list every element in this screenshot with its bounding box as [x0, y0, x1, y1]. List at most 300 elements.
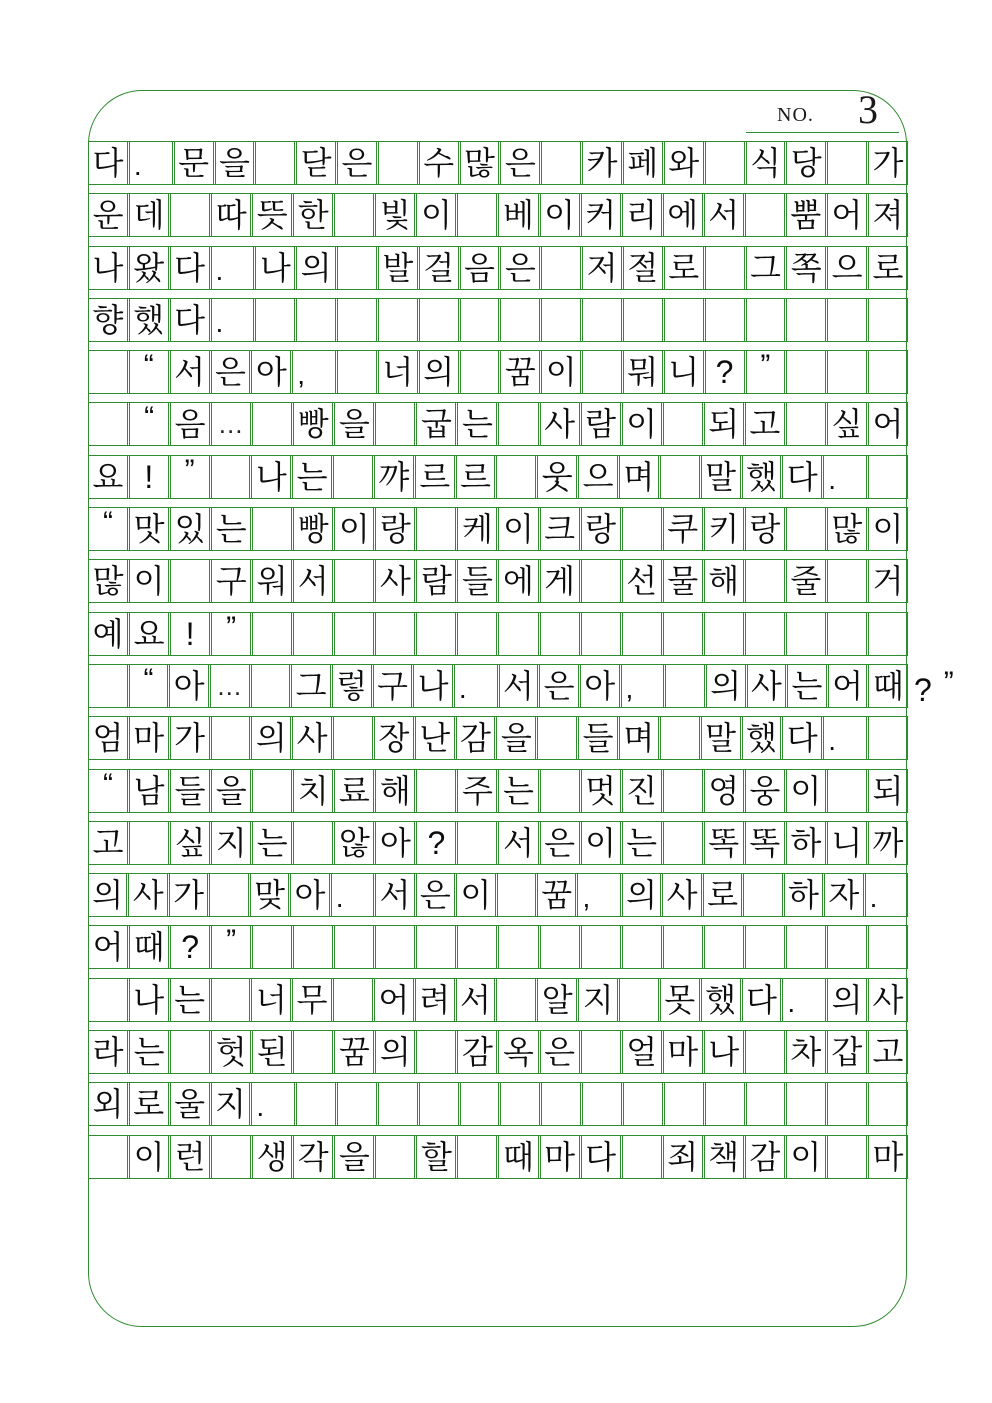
- grid-cell: 은: [540, 822, 580, 864]
- manuscript-row: [88, 455, 908, 499]
- grid-cell: [457, 613, 497, 655]
- grid-cell: 말: [701, 456, 741, 498]
- manuscript-row: [88, 716, 908, 760]
- grid-cell: 죄: [663, 1136, 703, 1178]
- manuscript-row: [88, 664, 908, 708]
- grid-cell: 렇: [332, 665, 372, 707]
- grid-cell: …: [211, 403, 251, 445]
- grid-cell: [537, 717, 577, 759]
- grid-cell: 각: [293, 1136, 333, 1178]
- grid-cell: 했: [742, 717, 782, 759]
- grid-cell: [252, 926, 292, 968]
- grid-cell: [581, 613, 621, 655]
- grid-cell: [252, 613, 292, 655]
- grid-cell: [582, 1083, 622, 1125]
- grid-cell: ”: [170, 456, 210, 498]
- grid-cell: 줄: [786, 560, 826, 602]
- grid-cell: [460, 1083, 500, 1125]
- grid-cell: 해: [375, 770, 415, 812]
- manuscript-row: [88, 769, 908, 813]
- grid-cell: 람: [581, 403, 621, 445]
- grid-cell: [541, 1083, 581, 1125]
- grid-cell: 이: [129, 560, 169, 602]
- grid-cell: [705, 142, 745, 184]
- grid-cell: 해: [704, 560, 744, 602]
- grid-cell: 어: [868, 403, 908, 445]
- grid-cell: 라: [88, 1031, 128, 1073]
- grid-cell: [88, 665, 128, 707]
- grid-cell: 에: [498, 560, 538, 602]
- grid-cell: [540, 926, 580, 968]
- grid-cell: .: [129, 142, 173, 184]
- grid-cell: [416, 1031, 456, 1073]
- grid-cell: 했: [742, 456, 782, 498]
- grid-cell: “: [88, 770, 128, 812]
- grid-cell: 선: [622, 560, 662, 602]
- grid-cell: [665, 665, 705, 707]
- grid-cell: 외: [88, 1083, 128, 1125]
- grid-cell: 로: [703, 874, 742, 916]
- grid-cell: 로: [868, 247, 908, 289]
- grid-cell: 마: [663, 1031, 703, 1073]
- grid-cell: 못: [660, 979, 700, 1021]
- grid-cell: [498, 613, 538, 655]
- grid-cell: 갑: [827, 1031, 867, 1073]
- grid-cell: 이: [498, 508, 538, 550]
- grid-cell: [663, 403, 703, 445]
- grid-cell: 때: [129, 926, 169, 968]
- manuscript-grid: [88, 141, 908, 1187]
- grid-cell: 예: [88, 613, 128, 655]
- grid-cell: 어: [827, 194, 867, 236]
- grid-cell: 리: [622, 194, 662, 236]
- grid-cell: [663, 613, 703, 655]
- grid-cell: 랑: [581, 508, 621, 550]
- grid-cell: 의: [88, 874, 127, 916]
- grid-cell: [786, 613, 826, 655]
- grid-cell: …: [210, 665, 250, 707]
- grid-cell: ”: [746, 351, 786, 393]
- grid-cell: 카: [582, 142, 622, 184]
- grid-cell: 얼: [622, 1031, 662, 1073]
- grid-cell: 지: [578, 979, 618, 1021]
- grid-cell: 이: [581, 822, 621, 864]
- grid-cell: 맛: [129, 508, 169, 550]
- grid-cell: [541, 142, 581, 184]
- grid-cell: [293, 613, 333, 655]
- grid-cell: [293, 1031, 333, 1073]
- grid-cell: 엄: [88, 717, 128, 759]
- grid-cell: [582, 351, 622, 393]
- grid-cell: [498, 403, 538, 445]
- grid-cell: 져: [868, 194, 908, 236]
- grid-cell: [705, 299, 745, 341]
- grid-cell: 싶: [170, 822, 210, 864]
- grid-cell: 물: [663, 560, 703, 602]
- grid-cell: 서: [375, 874, 414, 916]
- grid-cell: 가: [868, 142, 908, 184]
- grid-cell: 차: [786, 1031, 826, 1073]
- grid-cell: 이: [541, 351, 581, 393]
- grid-cell: [868, 299, 908, 341]
- grid-cell: 랑: [745, 508, 785, 550]
- grid-cell: ”: [211, 926, 251, 968]
- grid-cell: [170, 194, 210, 236]
- grid-cell: [622, 508, 662, 550]
- grid-cell: [827, 926, 867, 968]
- grid-cell: 게: [540, 560, 580, 602]
- grid-cell: 을: [334, 1136, 374, 1178]
- grid-cell: [582, 299, 622, 341]
- grid-cell: 닫: [296, 142, 336, 184]
- grid-cell: [786, 508, 826, 550]
- grid-cell: .: [823, 456, 867, 498]
- grid-cell: [170, 560, 210, 602]
- grid-cell: [457, 1136, 497, 1178]
- grid-cell: [500, 299, 540, 341]
- grid-cell: [540, 613, 580, 655]
- grid-cell: “: [129, 351, 169, 393]
- grid-cell: .: [211, 299, 255, 341]
- manuscript-row: [88, 1135, 908, 1179]
- grid-cell: 는: [252, 822, 292, 864]
- grid-cell: ,: [292, 351, 336, 393]
- grid-cell: 옥: [498, 1031, 538, 1073]
- grid-cell: [827, 351, 867, 393]
- grid-cell: 어: [828, 665, 868, 707]
- grid-cell: 니: [827, 822, 867, 864]
- grid-cell: [460, 351, 500, 393]
- grid-cell: [251, 665, 291, 707]
- grid-cell: [129, 822, 169, 864]
- grid-cell: 식: [746, 142, 786, 184]
- grid-cell: 의: [827, 979, 867, 1021]
- grid-cell: 나: [704, 1031, 744, 1073]
- grid-cell: [745, 926, 785, 968]
- grid-cell: 의: [622, 874, 661, 916]
- grid-cell: [664, 299, 704, 341]
- grid-cell: [252, 508, 292, 550]
- grid-cell: [746, 299, 786, 341]
- grid-cell: [333, 979, 373, 1021]
- no-label: NO.: [777, 104, 814, 126]
- grid-cell: [333, 456, 373, 498]
- grid-cell: 많: [88, 560, 128, 602]
- grid-cell: 의: [251, 717, 291, 759]
- grid-cell: 뜻: [252, 194, 292, 236]
- grid-cell: 서: [499, 665, 539, 707]
- grid-cell: [88, 979, 128, 1021]
- grid-cell: 마: [540, 1136, 580, 1178]
- manuscript-row: [88, 507, 908, 551]
- grid-cell: [378, 1083, 418, 1125]
- grid-cell: 너: [251, 979, 291, 1021]
- grid-cell: [623, 1083, 663, 1125]
- grid-cell: [868, 1083, 908, 1125]
- grid-cell: [827, 613, 867, 655]
- grid-cell: 않: [334, 822, 374, 864]
- grid-cell: 와: [664, 142, 704, 184]
- grid-cell: [88, 1136, 128, 1178]
- grid-cell: 다: [88, 142, 128, 184]
- manuscript-row: [88, 821, 908, 865]
- grid-cell: 사: [868, 979, 908, 1021]
- grid-cell: 굽: [416, 403, 456, 445]
- grid-cell: 의: [419, 351, 459, 393]
- grid-cell: [296, 299, 336, 341]
- grid-cell: .: [823, 717, 867, 759]
- grid-cell: 아: [251, 351, 291, 393]
- grid-cell: 요: [88, 456, 128, 498]
- grid-cell: [622, 926, 662, 968]
- grid-cell: 영: [704, 770, 744, 812]
- grid-cell: 쪽: [786, 247, 826, 289]
- grid-cell: 많: [827, 508, 867, 550]
- grid-cell: 감: [745, 1136, 785, 1178]
- grid-cell: 다: [782, 717, 822, 759]
- grid-cell: [868, 613, 908, 655]
- grid-cell: 서: [704, 194, 744, 236]
- grid-cell: 람: [416, 560, 456, 602]
- grid-cell: 가: [169, 874, 208, 916]
- manuscript-row: [88, 350, 908, 394]
- grid-cell: [541, 299, 581, 341]
- grid-cell: 는: [292, 456, 332, 498]
- grid-cell: [660, 456, 700, 498]
- grid-cell: 꿈: [500, 351, 540, 393]
- manuscript-row: [88, 1082, 908, 1126]
- grid-cell: 을: [215, 142, 255, 184]
- grid-cell: 꿈: [334, 1031, 374, 1073]
- grid-cell: 꿈: [537, 874, 576, 916]
- grid-cell: ,: [577, 874, 620, 916]
- grid-cell: [211, 1136, 251, 1178]
- grid-cell: 왔: [129, 247, 169, 289]
- grid-cell: 고: [745, 403, 785, 445]
- grid-cell: 나: [255, 247, 295, 289]
- grid-cell: !: [129, 456, 169, 498]
- grid-cell: 까: [868, 822, 908, 864]
- grid-cell: 어: [374, 979, 414, 1021]
- grid-cell: ”: [211, 613, 251, 655]
- grid-cell: [664, 1083, 704, 1125]
- grid-cell: [211, 717, 251, 759]
- grid-cell: [293, 926, 333, 968]
- grid-cell: 다: [581, 1136, 621, 1178]
- grid-cell: 하: [784, 874, 823, 916]
- grid-cell: [581, 560, 621, 602]
- grid-cell: 는: [170, 979, 210, 1021]
- grid-cell: 한: [293, 194, 333, 236]
- grid-cell: [623, 299, 663, 341]
- grid-cell: 다: [782, 456, 822, 498]
- grid-cell: 절: [623, 247, 663, 289]
- grid-cell: [457, 194, 497, 236]
- grid-cell: 지: [211, 1083, 251, 1125]
- grid-cell: 운: [88, 194, 128, 236]
- grid-cell: [496, 456, 536, 498]
- grid-cell: [337, 351, 377, 393]
- grid-cell: [827, 770, 867, 812]
- grid-cell: [252, 770, 292, 812]
- grid-cell: 은: [211, 351, 251, 393]
- grid-cell: ?: [170, 926, 210, 968]
- grid-cell: [211, 456, 251, 498]
- overflow-closing-quote: ”: [943, 666, 954, 699]
- grid-cell: 저: [582, 247, 622, 289]
- grid-cell: [333, 717, 373, 759]
- grid-cell: 는: [622, 822, 662, 864]
- grid-cell: 나: [129, 979, 169, 1021]
- grid-cell: [337, 1083, 377, 1125]
- grid-cell: [622, 613, 662, 655]
- grid-cell: 꺄: [374, 456, 414, 498]
- grid-cell: [622, 1136, 662, 1178]
- grid-cell: 이: [786, 770, 826, 812]
- grid-cell: [541, 247, 581, 289]
- grid-cell: 다: [170, 247, 210, 289]
- grid-cell: 들: [578, 717, 618, 759]
- grid-cell: 빵: [293, 508, 333, 550]
- grid-cell: [457, 822, 497, 864]
- grid-cell: 그: [746, 247, 786, 289]
- manuscript-row: [88, 873, 908, 917]
- grid-cell: 들: [457, 560, 497, 602]
- grid-cell: 이: [456, 874, 495, 916]
- grid-cell: [416, 770, 456, 812]
- grid-cell: 때: [868, 665, 908, 707]
- grid-cell: 맞: [250, 874, 289, 916]
- grid-cell: 르: [415, 456, 455, 498]
- grid-cell: [296, 1083, 336, 1125]
- grid-cell: 뿜: [786, 194, 826, 236]
- grid-cell: [211, 979, 251, 1021]
- grid-cell: [375, 1136, 415, 1178]
- grid-cell: 런: [170, 1136, 210, 1178]
- grid-cell: 다: [170, 299, 210, 341]
- grid-cell: 들: [170, 770, 210, 812]
- grid-cell: [416, 508, 456, 550]
- grid-cell: [581, 1031, 621, 1073]
- manuscript-row: [88, 978, 908, 1022]
- grid-cell: 이: [540, 194, 580, 236]
- grid-cell: [170, 1031, 210, 1073]
- grid-cell: [88, 403, 128, 445]
- grid-cell: !: [170, 613, 210, 655]
- grid-cell: 가: [170, 717, 210, 759]
- grid-cell: 서: [498, 822, 538, 864]
- grid-cell: 당: [786, 142, 826, 184]
- grid-cell: [786, 403, 826, 445]
- grid-cell: 이: [334, 508, 374, 550]
- grid-cell: [663, 770, 703, 812]
- grid-cell: [786, 926, 826, 968]
- grid-cell: 뭐: [623, 351, 663, 393]
- grid-cell: 거: [868, 560, 908, 602]
- grid-cell: 아: [169, 665, 209, 707]
- grid-cell: 요: [129, 613, 169, 655]
- manuscript-row: [88, 612, 908, 656]
- grid-cell: 멋: [581, 770, 621, 812]
- grid-cell: [704, 613, 744, 655]
- grid-cell: [337, 299, 377, 341]
- grid-cell: [419, 299, 459, 341]
- grid-cell: [745, 194, 785, 236]
- grid-cell: 은: [500, 142, 540, 184]
- grid-cell: 했: [129, 299, 169, 341]
- grid-cell: “: [88, 508, 128, 550]
- grid-cell: 은: [416, 874, 455, 916]
- grid-cell: 으: [578, 456, 618, 498]
- grid-cell: [419, 1083, 459, 1125]
- grid-cell: 다: [742, 979, 782, 1021]
- grid-cell: 음: [460, 247, 500, 289]
- grid-cell: 은: [337, 142, 377, 184]
- grid-cell: 이: [129, 1136, 169, 1178]
- grid-cell: 똑: [745, 822, 785, 864]
- grid-cell: 감: [457, 1031, 497, 1073]
- grid-cell: 구: [373, 665, 413, 707]
- grid-cell: 많: [460, 142, 500, 184]
- grid-cell: 르: [456, 456, 496, 498]
- grid-cell: [868, 926, 908, 968]
- grid-cell: 키: [704, 508, 744, 550]
- grid-cell: 어: [88, 926, 128, 968]
- grid-cell: 너: [378, 351, 418, 393]
- grid-cell: 자: [824, 874, 863, 916]
- grid-cell: [498, 926, 538, 968]
- grid-cell: [705, 1083, 745, 1125]
- grid-cell: 사: [292, 717, 332, 759]
- grid-cell: [581, 926, 621, 968]
- grid-cell: 는: [129, 1031, 169, 1073]
- grid-cell: 걸: [419, 247, 459, 289]
- grid-cell: 수: [419, 142, 459, 184]
- grid-cell: [827, 299, 867, 341]
- grid-cell: 을: [211, 770, 251, 812]
- grid-cell: 랑: [375, 508, 415, 550]
- grid-cell: 을: [334, 403, 374, 445]
- grid-cell: “: [129, 403, 169, 445]
- grid-cell: [416, 926, 456, 968]
- grid-cell: [497, 874, 536, 916]
- grid-cell: 은: [540, 1031, 580, 1073]
- manuscript-row: [88, 193, 908, 237]
- grid-cell: 있: [170, 508, 210, 550]
- grid-cell: 생: [252, 1136, 292, 1178]
- grid-cell: 지: [211, 822, 251, 864]
- grid-cell: 향: [88, 299, 128, 341]
- manuscript-row: [88, 298, 908, 342]
- grid-cell: 진: [622, 770, 662, 812]
- grid-cell: [827, 1083, 867, 1125]
- grid-cell: 싶: [827, 403, 867, 445]
- page-number: 3: [858, 87, 878, 132]
- grid-cell: 며: [619, 456, 659, 498]
- grid-cell: 페: [623, 142, 663, 184]
- grid-cell: [293, 822, 333, 864]
- grid-cell: ,: [621, 665, 665, 707]
- grid-cell: [745, 560, 785, 602]
- grid-cell: [786, 299, 826, 341]
- grid-cell: 사: [128, 874, 167, 916]
- grid-cell: 된: [252, 1031, 292, 1073]
- grid-cell: 아: [375, 822, 415, 864]
- grid-cell: 나: [413, 665, 453, 707]
- grid-cell: 고: [868, 1031, 908, 1073]
- grid-cell: 이: [622, 403, 662, 445]
- manuscript-row: [88, 246, 908, 290]
